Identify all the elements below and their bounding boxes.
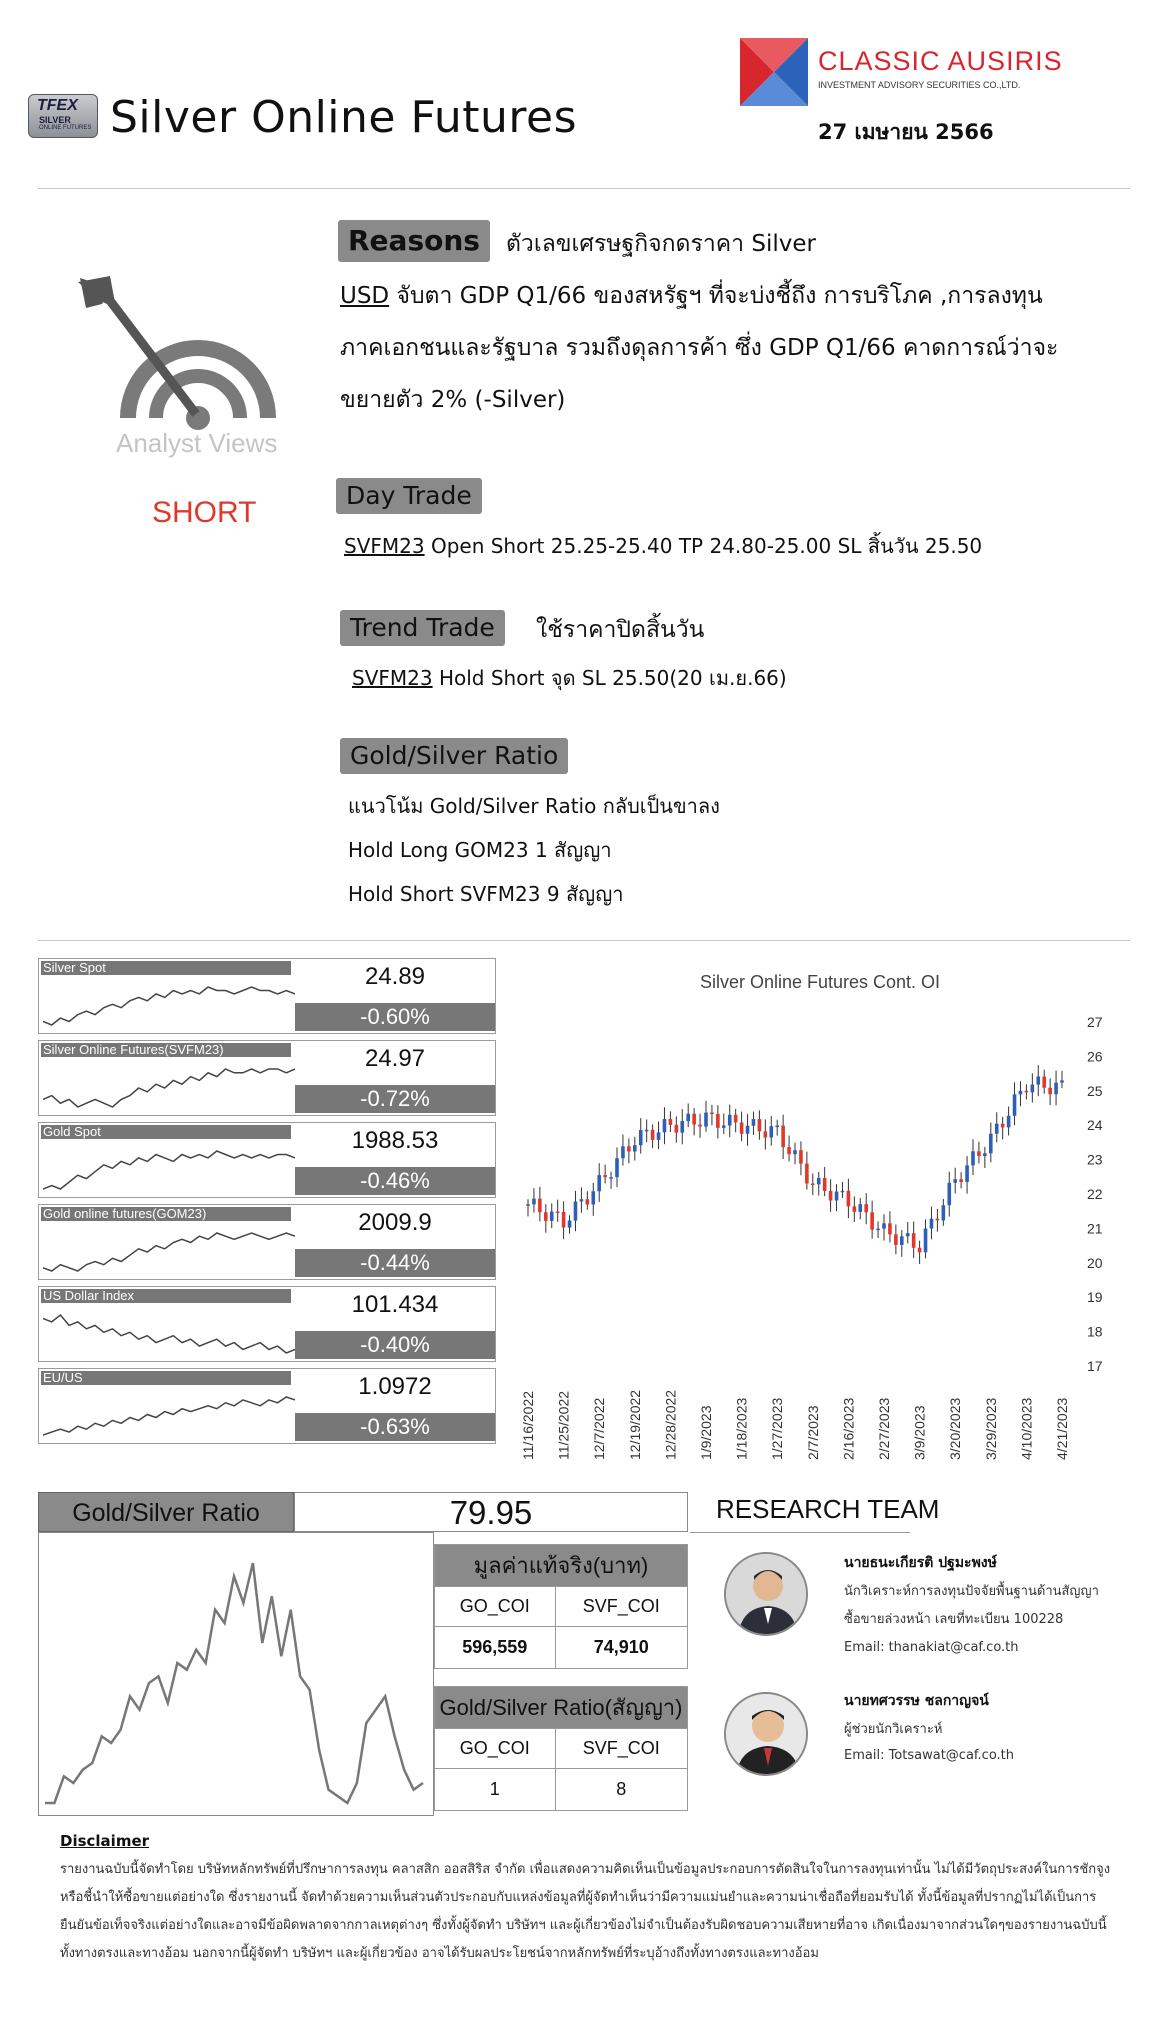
candle (912, 1222, 916, 1258)
tile-value: 24.97 (364, 1045, 426, 1072)
disclaimer-title: Disclaimer (60, 1832, 150, 1850)
report-date: 27 เมษายน 2566 (818, 120, 994, 144)
oi-chart-title: Silver Online Futures Cont. OI (699, 972, 941, 992)
tile-value: 2009.9 (358, 1209, 432, 1236)
candle (1031, 1073, 1035, 1102)
member-2-name: นายทศวรรษ ชลกาญจน์ (844, 1693, 989, 1709)
avatar (724, 1692, 808, 1776)
candle (781, 1115, 785, 1159)
candle (870, 1201, 874, 1239)
member-2-email: Email: Totsawat@caf.co.th (844, 1748, 1015, 1763)
market-tile (38, 1368, 496, 1444)
trend-trade-symbol: SVFM23 (352, 666, 433, 690)
tile-sparkline (43, 1391, 295, 1439)
candle (989, 1122, 993, 1162)
candle (526, 1199, 530, 1216)
candle (609, 1172, 613, 1189)
ratio-contracts-header: Gold/Silver Ratio(สัญญา) (435, 1687, 688, 1729)
candle (1048, 1078, 1052, 1105)
tile-change: -0.40% (295, 1331, 495, 1359)
ratio-contracts-go: 1 (435, 1769, 556, 1811)
candle (692, 1108, 696, 1135)
candle (669, 1111, 673, 1132)
ratio-contracts-table (434, 1686, 688, 1811)
section-divider (38, 940, 1130, 941)
y-tick-label: 21 (1087, 1220, 1103, 1237)
member-1-role: นักวิเคราะห์การลงทุนปัจจัยพื้นฐานด้านสัญญา (844, 1584, 1099, 1599)
candle (686, 1103, 690, 1127)
ratio-value: 79.95 (294, 1492, 688, 1532)
y-tick-label: 17 (1087, 1358, 1103, 1374)
x-tick-label: 12/28/2022 (662, 1389, 679, 1460)
candle (775, 1120, 779, 1136)
tile-change: -0.44% (295, 1249, 495, 1277)
gold-silver-line-1: แนวโน้ม Gold/Silver Ratio กลับเป็นขาลง (348, 794, 720, 818)
sparkline-path (43, 1315, 295, 1353)
candle (615, 1148, 619, 1188)
trend-trade-signal (352, 662, 787, 694)
sparkline-path (43, 987, 295, 1025)
tfex-logo-silver: SILVER (39, 115, 71, 125)
candle (722, 1114, 726, 1135)
candle (740, 1112, 744, 1142)
y-tick-label: 27 (1087, 1014, 1103, 1030)
candle (829, 1179, 833, 1212)
candle (752, 1111, 756, 1134)
market-tile (38, 958, 496, 1034)
candle (983, 1147, 987, 1168)
candle (906, 1222, 910, 1243)
ratio-chart (38, 1532, 434, 1816)
candle (544, 1204, 548, 1233)
tile-name: US Dollar Index (41, 1289, 291, 1303)
x-tick-label: 1/27/2023 (769, 1397, 786, 1460)
candle (645, 1119, 649, 1142)
analyst-views-label: Analyst Views (116, 428, 278, 458)
ratio-line-chart (39, 1533, 433, 1815)
trend-trade-tag: Trend Trade (340, 610, 505, 646)
day-trade-tag: Day Trade (336, 478, 482, 514)
candle (574, 1191, 578, 1231)
day-trade-text: Open Short 25.25-25.40 TP 24.80-25.00 SL สิ้นวัน 25.50 (424, 534, 983, 558)
tfex-logo (28, 94, 98, 138)
gold-silver-line-2: Hold Long GOM23 1 สัญญา (348, 838, 612, 862)
ratio-header: Gold/Silver Ratio (38, 1492, 294, 1532)
fair-value-svf: 74,910 (555, 1627, 687, 1669)
x-tick-label: 4/10/2023 (1018, 1397, 1035, 1460)
candle (734, 1109, 738, 1132)
candle (675, 1116, 679, 1142)
candle (586, 1191, 590, 1210)
candle (817, 1172, 821, 1196)
y-tick-label: 18 (1087, 1323, 1103, 1340)
y-tick-label: 19 (1087, 1289, 1103, 1306)
candle (538, 1187, 542, 1222)
member-1-name: นายธนะเกียรติ ปฐมะพงษ์ (844, 1555, 997, 1571)
sparkline-path (43, 1151, 295, 1189)
candle (728, 1105, 732, 1138)
disclaimer-text: รายงานฉบับนี้จัดทำโดย บริษัทหลักทรัพย์ที่ปรึกษาการลงทุน คลาสสิก ออสสิริส จำกัด เพื่อแสดงความคิดเห็นเป็นข้อมูลประกอบการตัดสินใจในการลงทุนเท่านั้น ไม่ได้มีวัตถุประสงค์ในการชักจูงหรือชี้นำให้ซื้อขายแต่อย่างใด ซึ่งรายงานนี้ จัดทำด้วยความเห็นส่วนตัวประกอบกับแหล่งข้อมูลที่ผู้จัดทำเห็นว่ามีความแม่นยำและความน่าเชื่อถือที่ยอมรับได้ ทั้งนี้ข้อมูลที่ปรากฏไม่ได้เป็นการยืนยันข้อเท็จจริงแต่อย่างใดและอาจมีข้อผิดพลาดจากกาลเหตุต่างๆ ซึ่งทั้งผู้จัดทำ บริษัทฯ และผู้เกี่ยวข้องไม่จำเป็นต้องรับผิดชอบความเสียหายที่อาจ เกิดเนื่องมาจากส่วนใดๆของรายงานฉบับนี้ทั้งทางตรงและทางอ้อม นอกจากนี้ผู้จัดทำ บริษัทฯ และผู้เกี่ยวข้อง อาจได้รับผลประโยชน์จากหลักทรัพย์ที่ระบุอ้างถึงทั้งทางตรงและทางอ้อม (60, 1862, 1111, 1961)
candle (971, 1139, 975, 1175)
candle (1019, 1081, 1023, 1106)
candle (1060, 1071, 1064, 1088)
candle (532, 1188, 536, 1212)
candle (1042, 1070, 1046, 1094)
x-tick-label: 3/9/2023 (911, 1405, 928, 1460)
y-tick-label: 26 (1087, 1048, 1103, 1065)
candle (698, 1114, 702, 1138)
tile-sparkline (43, 1063, 295, 1111)
candle (657, 1122, 661, 1150)
usd-label: USD (340, 283, 390, 309)
research-team-title: RESEARCH TEAM (716, 1494, 940, 1524)
sparkline-path (43, 1397, 295, 1435)
candle (947, 1172, 951, 1217)
market-tile (38, 1040, 496, 1116)
candle (550, 1203, 554, 1228)
market-tile (38, 1204, 496, 1280)
tile-change: -0.63% (295, 1413, 495, 1441)
ratio-line (45, 1563, 423, 1803)
candle (556, 1200, 560, 1222)
candle (633, 1137, 637, 1161)
tile-value: 24.89 (364, 963, 426, 990)
candle (942, 1199, 946, 1226)
candle (1036, 1065, 1040, 1096)
candle (710, 1105, 714, 1125)
reasons-line-3: ภาคเอกชนและรัฐบาล รวมถึงดุลการค้า ซึ่ง GDP Q1/66 คาดการณ์ว่าจะ (340, 335, 1059, 361)
candle (704, 1101, 708, 1132)
fair-value-table (434, 1544, 688, 1669)
candle (1025, 1084, 1029, 1099)
reasons-line-2-text: จับตา GDP Q1/66 ของสหรัฐฯ ที่จะบ่งชี้ถึง การบริโภค ,การลงทุน (389, 283, 1043, 309)
avatar (724, 1552, 808, 1636)
y-tick-label: 20 (1087, 1254, 1103, 1271)
tile-name: EU/US (41, 1371, 291, 1385)
y-tick-label: 25 (1087, 1082, 1103, 1099)
oi-candlestick-chart (515, 1000, 1135, 1470)
candle (764, 1119, 768, 1149)
x-tick-label: 2/27/2023 (876, 1397, 892, 1460)
candle (639, 1118, 643, 1153)
candle (936, 1209, 940, 1232)
research-team-divider (690, 1532, 910, 1533)
tile-value: 101.434 (351, 1291, 439, 1318)
gold-silver-tag: Gold/Silver Ratio (340, 738, 568, 774)
tile-sparkline (43, 1145, 295, 1193)
candle (769, 1116, 773, 1146)
candle (597, 1163, 601, 1202)
trend-trade-note: ใช้ราคาปิดสิ้นวัน (536, 617, 705, 643)
person-portrait-icon (726, 1694, 808, 1776)
candle (787, 1135, 791, 1161)
gold-silver-line-3: Hold Short SVFM23 9 สัญญา (348, 882, 624, 906)
x-tick-label: 3/20/2023 (947, 1397, 964, 1460)
candle (1007, 1107, 1011, 1136)
candle (882, 1214, 886, 1240)
tile-name: Silver Online Futures(SVFM23) (41, 1043, 291, 1057)
member-1-email: Email: thanakiat@caf.co.th (844, 1640, 1019, 1655)
ratio-contracts-svf: 8 (555, 1769, 687, 1811)
x-tick-label: 2/16/2023 (840, 1397, 857, 1460)
market-tile (38, 1286, 496, 1362)
candle (758, 1110, 762, 1139)
candle (603, 1165, 607, 1184)
candle (888, 1211, 892, 1242)
tile-sparkline (43, 981, 295, 1029)
x-tick-label: 11/25/2022 (555, 1390, 572, 1460)
x-tick-label: 1/18/2023 (733, 1397, 750, 1460)
reasons-headline: ตัวเลขเศรษฐกิจกดราคา Silver (506, 231, 816, 257)
analyst-view-signal: SHORT (152, 496, 257, 529)
candle (580, 1187, 584, 1212)
candle (811, 1173, 815, 1195)
candle (858, 1198, 862, 1219)
tfex-logo-sub: ONLINE FUTURES (39, 125, 92, 131)
candle (716, 1105, 720, 1138)
candle (853, 1196, 857, 1221)
candle (663, 1107, 667, 1144)
tile-name: Gold Spot (41, 1125, 291, 1139)
ratio-contracts-col-svf: SVF_COI (555, 1729, 687, 1769)
candle (627, 1138, 631, 1163)
candle (568, 1215, 572, 1234)
y-tick-label: 24 (1087, 1117, 1103, 1134)
tfex-logo-text: TFEX (37, 97, 78, 114)
tile-change: -0.60% (295, 1003, 495, 1031)
fair-value-go: 596,559 (435, 1627, 556, 1669)
member-1-license: ซื้อขายล่วงหน้า เลขที่ทะเบียน 100228 (844, 1612, 1064, 1627)
company-subtitle: INVESTMENT ADVISORY SECURITIES CO.,LTD. (818, 80, 1021, 90)
candle (805, 1152, 809, 1190)
tile-name: Gold online futures(GOM23) (41, 1207, 291, 1221)
tile-sparkline (43, 1309, 295, 1357)
candle (799, 1141, 803, 1175)
candle (977, 1142, 981, 1164)
x-tick-label: 2/7/2023 (804, 1405, 821, 1460)
x-tick-label: 3/29/2023 (982, 1397, 999, 1460)
candle (965, 1156, 969, 1194)
candle (918, 1241, 922, 1264)
tile-name: Silver Spot (41, 961, 291, 975)
candle (835, 1184, 839, 1211)
candle (746, 1114, 750, 1146)
candle (793, 1143, 797, 1164)
tile-value: 1988.53 (351, 1127, 439, 1154)
x-tick-label: 4/21/2023 (1054, 1397, 1070, 1460)
day-trade-symbol: SVFM23 (344, 534, 425, 558)
candle (823, 1167, 827, 1196)
candle (864, 1193, 868, 1224)
candle (841, 1182, 845, 1198)
sparkline-path (43, 1069, 295, 1107)
tile-sparkline (43, 1227, 295, 1275)
header-divider (38, 188, 1130, 189)
sparkline-path (43, 1233, 295, 1271)
reasons-tag: Reasons (338, 220, 490, 262)
candle (562, 1201, 566, 1239)
candle (953, 1168, 957, 1194)
x-tick-label: 12/7/2022 (591, 1397, 608, 1460)
candle (995, 1112, 999, 1142)
ratio-contracts-col-go: GO_COI (435, 1729, 556, 1769)
fair-value-header: มูลค่าแท้จริง(บาท) (435, 1545, 688, 1587)
candle (924, 1219, 928, 1258)
person-portrait-icon (726, 1554, 808, 1636)
candle (651, 1124, 655, 1148)
tile-value: 1.0972 (358, 1373, 432, 1400)
day-trade-signal (344, 530, 982, 562)
y-tick-label: 23 (1087, 1151, 1103, 1168)
candle (894, 1225, 898, 1255)
x-tick-label: 12/19/2022 (626, 1389, 643, 1460)
x-tick-label: 11/16/2022 (520, 1390, 536, 1460)
reasons-line-4: ขยายตัว 2% (-Silver) (340, 387, 566, 413)
x-tick-label: 1/9/2023 (698, 1405, 714, 1460)
market-tile (38, 1122, 496, 1198)
tile-change: -0.72% (295, 1085, 495, 1113)
candle (959, 1172, 963, 1188)
tile-change: -0.46% (295, 1167, 495, 1195)
candle (1013, 1082, 1017, 1125)
y-tick-label: 22 (1087, 1186, 1103, 1202)
page-title: Silver Online Futures (110, 92, 578, 143)
trend-trade-text: Hold Short จุด SL 25.50(20 เม.ย.66) (432, 666, 787, 690)
candle (900, 1230, 904, 1257)
candle (876, 1221, 880, 1238)
candle (847, 1179, 851, 1218)
fair-value-col-go: GO_COI (435, 1587, 556, 1627)
member-2-role: ผู้ช่วยนักวิเคราะห์ (844, 1722, 943, 1737)
company-logo-icon (740, 38, 808, 106)
candle (930, 1207, 934, 1240)
reasons-line-2 (340, 270, 1140, 322)
candle (1001, 1117, 1005, 1140)
candle (680, 1109, 684, 1144)
candle (591, 1183, 595, 1216)
company-name: CLASSIC AUSIRIS (818, 46, 1063, 76)
fair-value-col-svf: SVF_COI (555, 1587, 687, 1627)
candle (1054, 1071, 1058, 1106)
candle (621, 1135, 625, 1166)
